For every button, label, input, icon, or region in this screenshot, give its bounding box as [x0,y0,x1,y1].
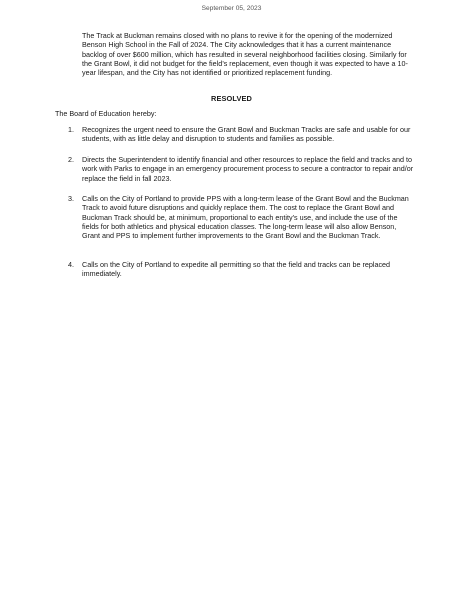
resolution-text: Calls on the City of Portland to provide PPS with a long-term lease of the Grant Bowl and the Buckman Track to avoid future disruptions and quickly replace them. The cost to replace the Grant Bowl and Buckman Track should be, at minimum, proportional to each entity’s use, and include the use of the fields for both athletics and physical education classes. The long-term lease will also allow Benson, Grant and PPS to implement further improvements to the Grant Bowl and the Buckman Track. [82,194,409,241]
resolution-number: 4. [68,260,74,269]
resolution-text: Recognizes the urgent need to ensure the Grant Bowl and Buckman Tracks are safe and usable for our students, with as little delay and disruption to students and families as possible. [82,125,411,144]
resolved-heading: RESOLVED [211,94,252,103]
resolution-number: 1. [68,125,74,134]
resolution-number: 2. [68,155,74,164]
resolution-number: 3. [68,194,74,203]
intro-paragraph: The Track at Buckman remains closed with no plans to revive it for the opening of the modernized Benson High School in the Fall of 2024. The City acknowledges that it has a current maintenance backlog of over $600 million, which has resulted in several neighborhood facilities closing. Similarly for the Grant Bowl, it did not budget for the field’s replacement, even though it was expected to have a 10-year lifespan, and the City has not identified or prioritized replacement funding. [82,31,408,78]
board-statement: The Board of Education hereby: [55,109,157,118]
resolution-text: Calls on the City of Portland to expedite all permitting so that the field and tracks can be replaced immediately. [82,260,391,279]
header-date: September 05, 2023 [201,5,262,12]
resolution-text: Directs the Superintendent to identify financial and other resources to replace the field and tracks and to work with Parks to engage in an emergency procurement process to secure a contractor to repair and/or replace the field in fall 2023. [82,155,414,183]
